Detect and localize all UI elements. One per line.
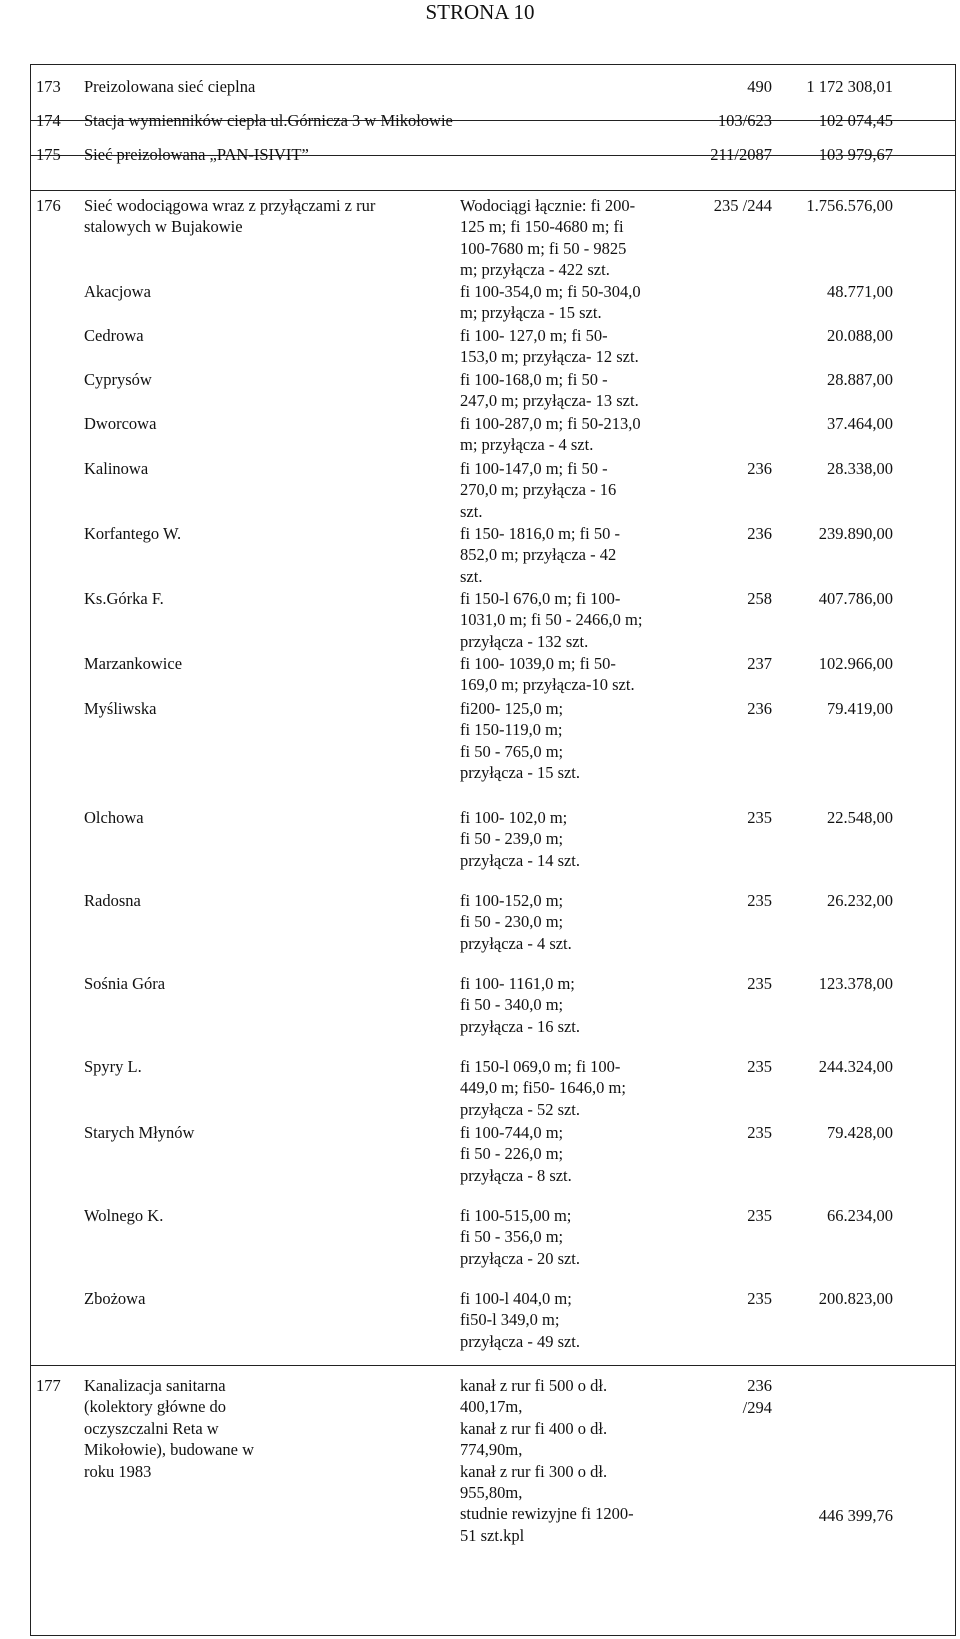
street-description: fi 100-354,0 m; fi 50-304,0 — [460, 282, 641, 301]
inventory-number: 235 /244 — [713, 196, 772, 215]
street-description: fi 100-l 404,0 m; — [460, 1289, 572, 1308]
street-name: Zbożowa — [84, 1289, 146, 1308]
street-description: przyłącza - 49 szt. — [460, 1331, 581, 1351]
item-name: Preizolowana sieć cieplna — [84, 77, 256, 96]
street-value: 407.786,00 — [818, 589, 893, 608]
street-name: Olchowa — [84, 808, 144, 827]
street-description: fi 100-147,0 m; fi 50 - — [460, 459, 608, 478]
street-value: 79.419,00 — [827, 699, 893, 718]
street-value: 79.428,00 — [827, 1123, 893, 1142]
row-number: 175 — [36, 145, 61, 164]
street-description: fi 100-168,0 m; fi 50 - — [460, 370, 608, 389]
street-description: przyłącza - 14 szt. — [460, 850, 581, 870]
row-number: 173 — [36, 77, 61, 96]
inventory-number: 236 — [747, 699, 772, 718]
street-value: 48.771,00 — [827, 282, 893, 301]
inventory-number: 236 — [747, 524, 772, 543]
street-description: 852,0 m; przyłącza - 42 — [460, 545, 617, 565]
item-name: oczyszczalni Reta w — [84, 1418, 219, 1438]
inventory-number: 235 — [747, 1123, 772, 1142]
row-number: 174 — [36, 111, 61, 130]
item-description: m; przyłącza - 422 szt. — [460, 260, 610, 280]
item-name: Mikołowie), budowane w — [84, 1440, 255, 1460]
item-name: roku 1983 — [84, 1461, 152, 1481]
street-description: 270,0 m; przyłącza - 16 — [460, 480, 617, 500]
inventory-number: 235 — [747, 808, 772, 827]
street-description: 169,0 m; przyłącza-10 szt. — [460, 675, 635, 695]
item-description: kanał z rur fi 400 o dł. — [460, 1418, 608, 1438]
street-name: Kalinowa — [84, 459, 149, 478]
street-name: Korfantego W. — [84, 524, 182, 543]
street-description: fi 50 - 226,0 m; — [460, 1144, 564, 1164]
item-description: 774,90m, — [460, 1440, 523, 1460]
street-name: Starych Młynów — [84, 1123, 195, 1142]
street-value: 22.548,00 — [827, 808, 893, 827]
street-description: fi 100- 102,0 m; — [460, 808, 568, 827]
street-description: fi 50 - 340,0 m; — [460, 995, 564, 1015]
item-description: 100-7680 m; fi 50 - 9825 — [460, 238, 627, 258]
street-description: przyłącza - 52 szt. — [460, 1099, 581, 1119]
inventory-number: 235 — [747, 891, 772, 910]
street-value: 26.232,00 — [827, 891, 893, 910]
street-value: 66.234,00 — [827, 1206, 893, 1225]
item-description: 400,17m, — [460, 1397, 523, 1417]
street-value: 20.088,00 — [827, 326, 893, 345]
street-description: fi 150-l 676,0 m; fi 100- — [460, 589, 621, 608]
item-name: stalowych w Bujakowie — [84, 217, 243, 237]
street-name: Spyry L. — [84, 1057, 142, 1076]
item-value: 446 399,76 — [818, 1506, 893, 1525]
item-description: studnie rewizyjne fi 1200- — [460, 1504, 634, 1524]
item-description: 51 szt.kpl — [460, 1525, 525, 1545]
street-value: 28.338,00 — [827, 459, 893, 478]
street-description: przyłącza - 15 szt. — [460, 763, 581, 783]
item-name: (kolektory główne do — [84, 1397, 227, 1417]
street-description: 153,0 m; przyłącza- 12 szt. — [460, 347, 639, 367]
item-name: Sieć preizolowana „PAN-ISIVIT” — [84, 145, 309, 164]
item-description: kanał z rur fi 500 o dł. — [460, 1376, 608, 1395]
inventory-number: 235 — [747, 974, 772, 993]
street-description: fi200- 125,0 m; — [460, 699, 564, 718]
inventory-number: 235 — [747, 1206, 772, 1225]
street-description: fi 50 - 765,0 m; — [460, 741, 564, 761]
item-name: Sieć wodociągowa wraz z przyłączami z rur — [84, 196, 376, 215]
street-description: m; przyłącza - 15 szt. — [460, 303, 602, 323]
street-description: fi 100-152,0 m; — [460, 891, 564, 910]
inventory-number: 236 — [747, 1376, 772, 1395]
item-name: Kanalizacja sanitarna — [84, 1376, 226, 1395]
item-description: 125 m; fi 150-4680 m; fi — [460, 217, 624, 237]
item-description: kanał z rur fi 300 o dł. — [460, 1461, 608, 1481]
street-name: Cedrowa — [84, 326, 144, 345]
street-description: szt. — [460, 501, 483, 521]
street-description: fi 50 - 239,0 m; — [460, 829, 564, 849]
street-description: fi 150-l 069,0 m; fi 100- — [460, 1057, 621, 1076]
street-description: fi 100-515,00 m; — [460, 1206, 572, 1225]
street-name: Akacjowa — [84, 282, 151, 301]
street-description: przyłącza - 132 szt. — [460, 631, 589, 651]
street-value: 123.378,00 — [818, 974, 893, 993]
street-name: Wolnego K. — [84, 1206, 164, 1225]
street-name: Radosna — [84, 891, 141, 910]
inventory-number: 490 — [747, 77, 772, 96]
inventory-number: 235 — [747, 1289, 772, 1308]
street-description: fi 100-744,0 m; — [460, 1123, 564, 1142]
page-title: STRONA 10 — [425, 0, 535, 24]
street-description: fi 50 - 230,0 m; — [460, 912, 564, 932]
street-description: fi 150-119,0 m; — [460, 720, 563, 740]
street-description: m; przyłącza - 4 szt. — [460, 435, 594, 455]
street-name: Sośnia Góra — [84, 974, 166, 993]
street-description: fi50-l 349,0 m; — [460, 1310, 560, 1330]
street-description: przyłącza - 4 szt. — [460, 933, 572, 953]
street-description: szt. — [460, 566, 483, 586]
item-value: 1.756.576,00 — [806, 196, 893, 215]
street-value: 200.823,00 — [818, 1289, 893, 1308]
street-description: przyłącza - 16 szt. — [460, 1016, 581, 1036]
item-value: 102 074,45 — [818, 111, 893, 130]
street-description: przyłącza - 20 szt. — [460, 1248, 581, 1268]
row-divider — [30, 190, 956, 191]
row-number: 177 — [36, 1376, 61, 1395]
item-value: 1 172 308,01 — [806, 77, 893, 96]
item-value: 103 979,67 — [818, 145, 893, 164]
street-description: fi 100-287,0 m; fi 50-213,0 — [460, 414, 641, 433]
inventory-number: 237 — [747, 654, 772, 673]
street-name: Ks.Górka F. — [84, 589, 164, 608]
street-value: 102.966,00 — [818, 654, 893, 673]
item-name: Stacja wymienników ciepła ul.Górnicza 3 w Mikołowie — [84, 111, 453, 130]
street-description: 1031,0 m; fi 50 - 2466,0 m; — [460, 610, 643, 630]
street-name: Myśliwska — [84, 699, 157, 718]
inventory-number: 258 — [747, 589, 772, 608]
street-description: 247,0 m; przyłącza- 13 szt. — [460, 391, 639, 411]
street-description: fi 100- 1161,0 m; — [460, 974, 575, 993]
street-description: fi 100- 1039,0 m; fi 50- — [460, 654, 616, 673]
street-description: 449,0 m; fi50- 1646,0 m; — [460, 1078, 626, 1098]
street-description: fi 150- 1816,0 m; fi 50 - — [460, 524, 620, 543]
street-name: Marzankowice — [84, 654, 183, 673]
street-description: przyłącza - 8 szt. — [460, 1165, 572, 1185]
item-description: 955,80m, — [460, 1483, 523, 1502]
street-value: 28.887,00 — [827, 370, 893, 389]
inventory-number: /294 — [742, 1398, 772, 1417]
street-name: Dworcowa — [84, 414, 157, 433]
inventory-number: 211/2087 — [710, 145, 772, 164]
street-value: 37.464,00 — [827, 414, 893, 433]
row-number: 176 — [36, 196, 61, 215]
item-description: Wodociągi łącznie: fi 200- — [460, 196, 636, 215]
street-description: fi 100- 127,0 m; fi 50- — [460, 326, 608, 345]
street-description: fi 50 - 356,0 m; — [460, 1227, 564, 1247]
inventory-number: 235 — [747, 1057, 772, 1076]
inventory-number: 236 — [747, 459, 772, 478]
street-name: Cyprysów — [84, 370, 152, 389]
street-value: 239.890,00 — [818, 524, 893, 543]
street-value: 244.324,00 — [818, 1057, 893, 1076]
row-divider — [30, 1365, 956, 1366]
inventory-number: 103/623 — [717, 111, 772, 130]
